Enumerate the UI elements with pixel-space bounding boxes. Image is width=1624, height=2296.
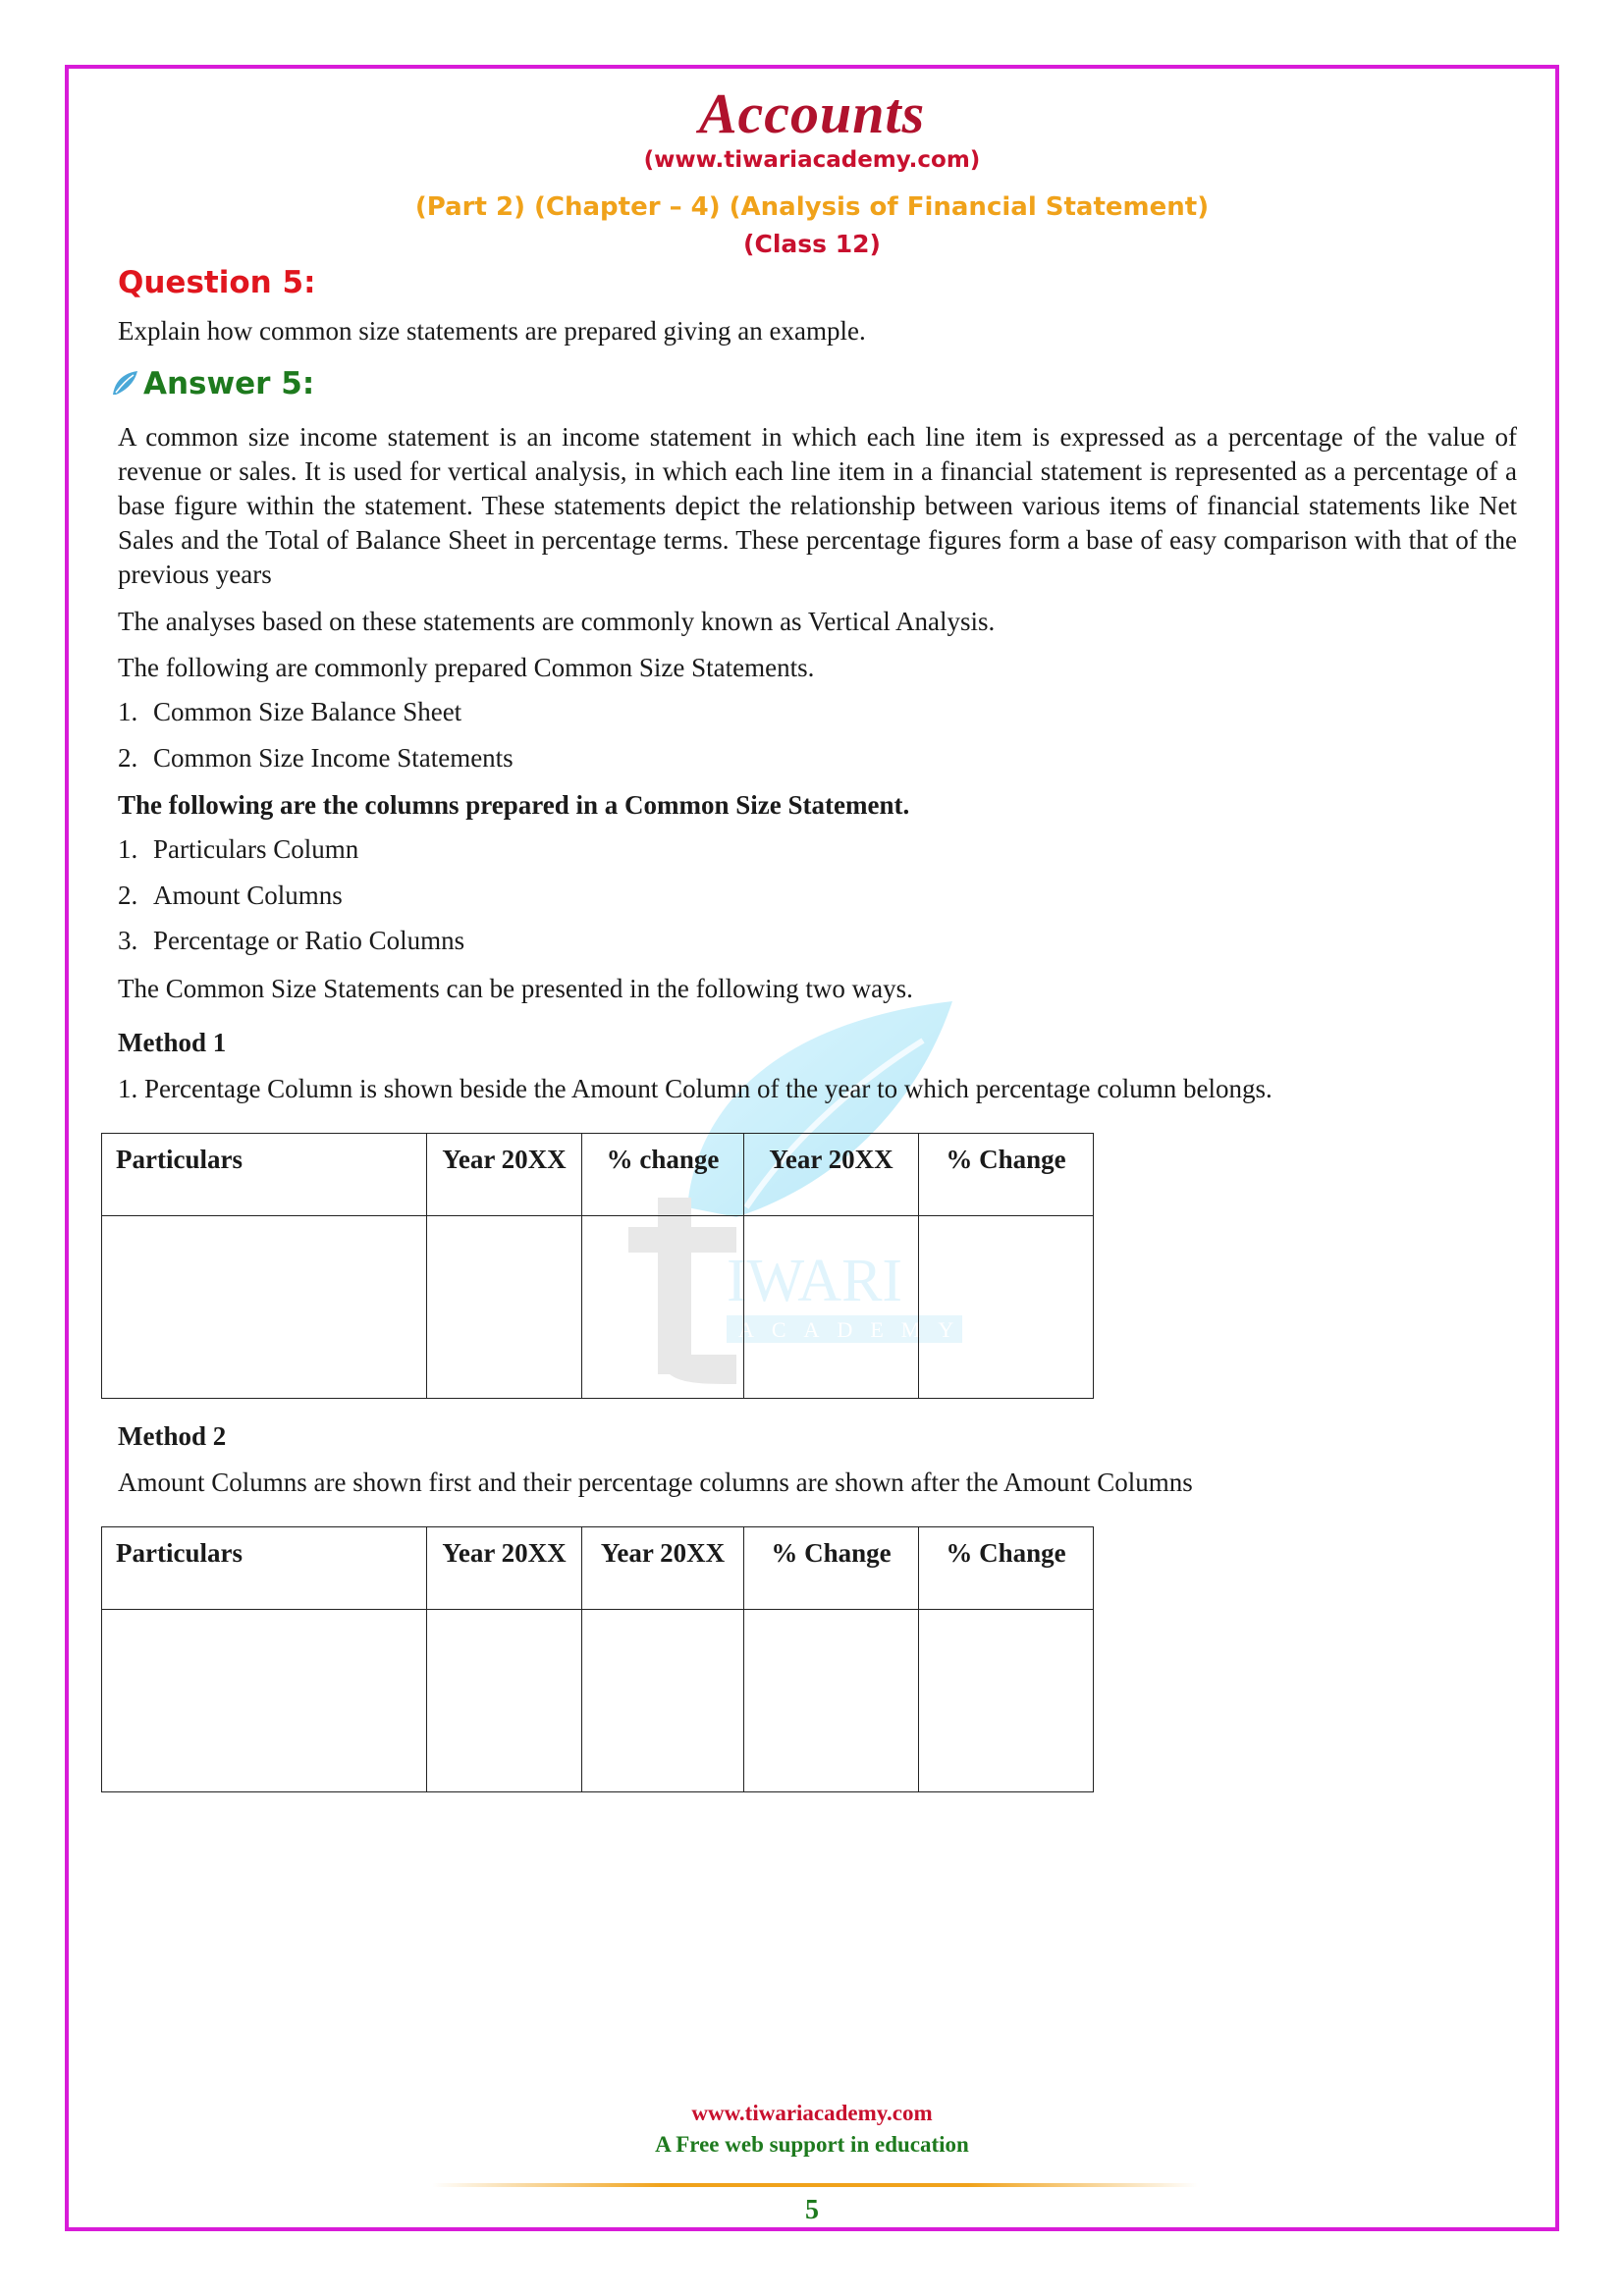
question-heading: Question 5: (118, 265, 316, 300)
list-item: 2. Amount Columns (118, 881, 343, 910)
table-header-cell: Year 20XX (427, 1134, 582, 1216)
list-item: 2. Common Size Income Statements (118, 743, 514, 773)
columns-heading: The following are the columns prepared in a Common Size Statement. (118, 790, 910, 820)
method-1-table (101, 1133, 1094, 1399)
page-number: 5 (805, 2195, 819, 2225)
footer-tagline: A Free web support in education (655, 2132, 969, 2157)
answer-paragraph-4: The Common Size Statements can be presented in the following two ways. (118, 974, 913, 1003)
answer-paragraph-1: A common size income statement is an income statement in which each line item is expressed as a percentage of the value of revenue or sales. It is used for vertical analysis, in which each line item in a financial statement is represented as a percentage of a base figure within the statement. These statements depict the relationship between various items of financial statements like Net Sales and the Total of Balance Sheet in percentage terms. These percentage figures form a base of easy comparison with that of the previous years (118, 422, 1517, 589)
table-header-cell: % Change (919, 1527, 1094, 1610)
table-header-cell: Particulars (102, 1527, 427, 1610)
chapter-label: (Part 2) (Chapter – 4) (Analysis of Financial Statement) (414, 192, 1210, 222)
answer-heading: Answer 5: (143, 366, 315, 401)
header-site: (www.tiwariacademy.com) (643, 147, 981, 173)
list-item: 1. Common Size Balance Sheet (118, 697, 462, 726)
table-header-cell: Year 20XX (582, 1527, 744, 1610)
answer-heading-row (110, 366, 314, 401)
table-row (102, 1610, 1094, 1792)
answer-paragraph-3: The following are commonly prepared Common Size Statements. (118, 653, 815, 682)
question-text: Explain how common size statements are prepared giving an example. (118, 316, 866, 346)
method-1-text: 1. Percentage Column is shown beside the Amount Column of the year to which percentage column belongs. (118, 1074, 1272, 1103)
table-header-cell: % Change (744, 1527, 919, 1610)
page-title: Accounts (698, 81, 926, 145)
class-label: (Class 12) (743, 230, 881, 258)
method-1-heading: Method 1 (118, 1028, 227, 1057)
method-2-heading: Method 2 (118, 1421, 227, 1451)
table-header-cell: % Change (919, 1134, 1094, 1216)
footer-divider (432, 2183, 1198, 2187)
method-2-table (101, 1526, 1094, 1792)
method-2-text: Amount Columns are shown first and their percentage columns are shown after the Amount Columns (118, 1468, 1193, 1497)
table-row (102, 1216, 1094, 1399)
list-item: 3. Percentage or Ratio Columns (118, 926, 465, 955)
table-header-cell: % change (582, 1134, 744, 1216)
table-header-row (102, 1134, 1094, 1216)
watermark-text: IWARI (727, 1248, 903, 1314)
table-header-cell: Particulars (102, 1134, 427, 1216)
watermark-subtext: ACADEMY (738, 1317, 972, 1342)
table-header-cell: Year 20XX (427, 1527, 582, 1610)
footer-site-link[interactable]: www.tiwariacademy.com (691, 2101, 933, 2125)
table-header-row (102, 1527, 1094, 1610)
answer-paragraph-2: The analyses based on these statements are commonly known as Vertical Analysis. (118, 607, 996, 636)
leaf-icon (110, 369, 139, 399)
list-item: 1. Particulars Column (118, 834, 359, 864)
table-header-cell: Year 20XX (744, 1134, 919, 1216)
